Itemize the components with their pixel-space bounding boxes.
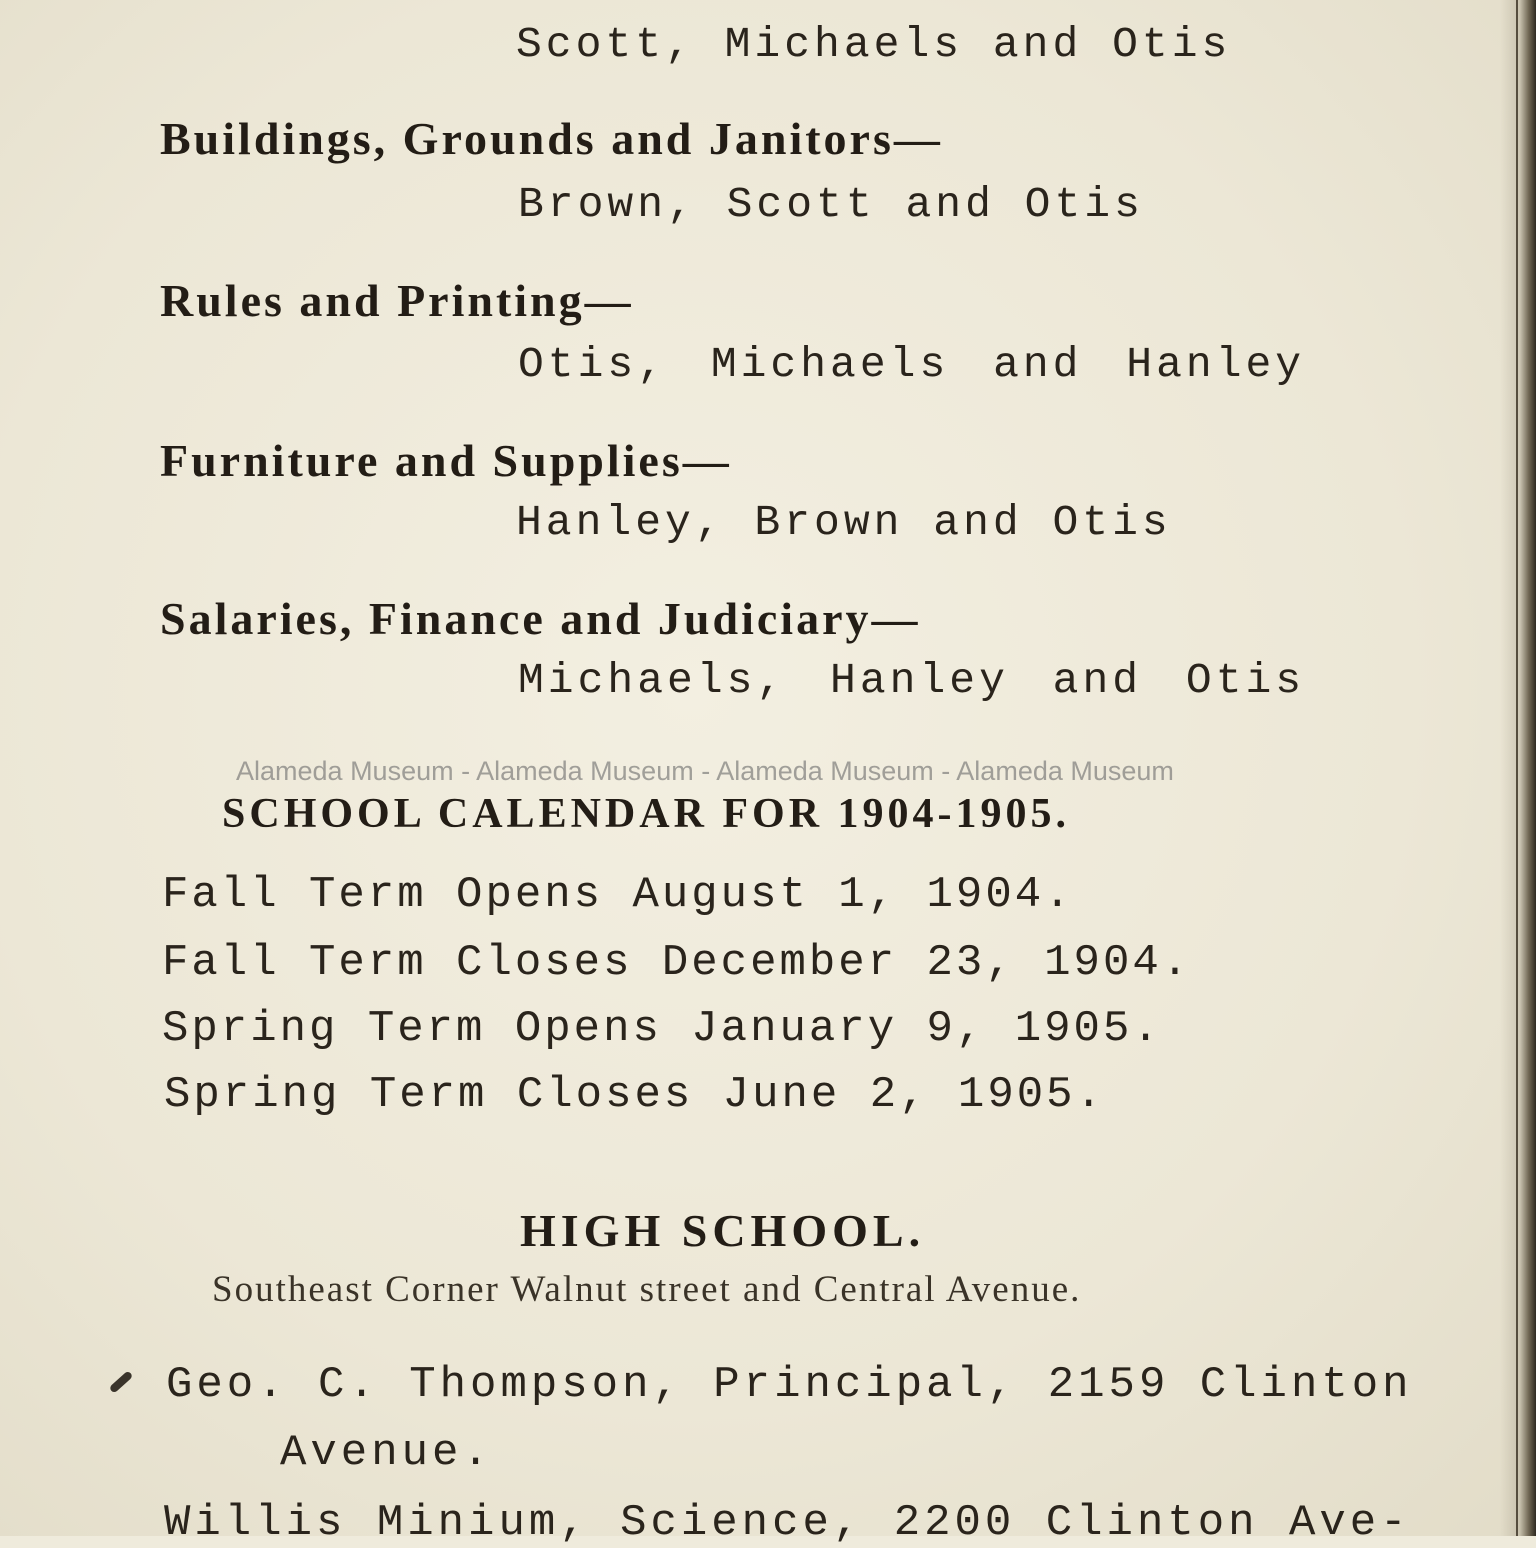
committee-members: Otis, Michaels and Hanley	[518, 340, 1306, 389]
page-fold-line	[1516, 0, 1518, 1536]
calendar-item: Fall Term Opens August 1, 1904.	[162, 870, 1074, 920]
staff-entry: Geo. C. Thompson, Principal, 2159 Clinton	[166, 1360, 1413, 1410]
watermark: Alameda Museum - Alameda Museum - Alameda Museum - Alameda Museum	[236, 756, 1174, 786]
committee-members: Brown, Scott and Otis	[518, 180, 1144, 229]
committee-members: Hanley, Brown and Otis	[516, 498, 1172, 547]
calendar-item: Spring Term Closes June 2, 1905.	[164, 1070, 1105, 1120]
committee-members: Michaels, Hanley and Otis	[518, 656, 1306, 705]
high-school-address: Southeast Corner Walnut street and Central Avenue.	[212, 1269, 1082, 1310]
committee-heading: Salaries, Finance and Judiciary—	[160, 593, 921, 644]
staff-entry-continuation: Avenue.	[280, 1428, 493, 1478]
calendar-item: Spring Term Opens January 9, 1905.	[162, 1004, 1162, 1054]
staff-entry: Willis Minium, Science, 2200 Clinton Ave-	[164, 1498, 1411, 1548]
page-edge-shadow	[1500, 0, 1536, 1536]
committee-heading: Buildings, Grounds and Janitors—	[160, 113, 943, 164]
calendar-title: SCHOOL CALENDAR FOR 1904-1905.	[222, 791, 1071, 837]
calendar-item: Fall Term Closes December 23, 1904.	[162, 938, 1192, 988]
committee-heading: Rules and Printing—	[160, 275, 634, 326]
committee-heading: Furniture and Supplies—	[160, 435, 732, 486]
high-school-title: HIGH SCHOOL.	[520, 1205, 926, 1256]
committee-members: Scott, Michaels and Otis	[516, 20, 1232, 69]
